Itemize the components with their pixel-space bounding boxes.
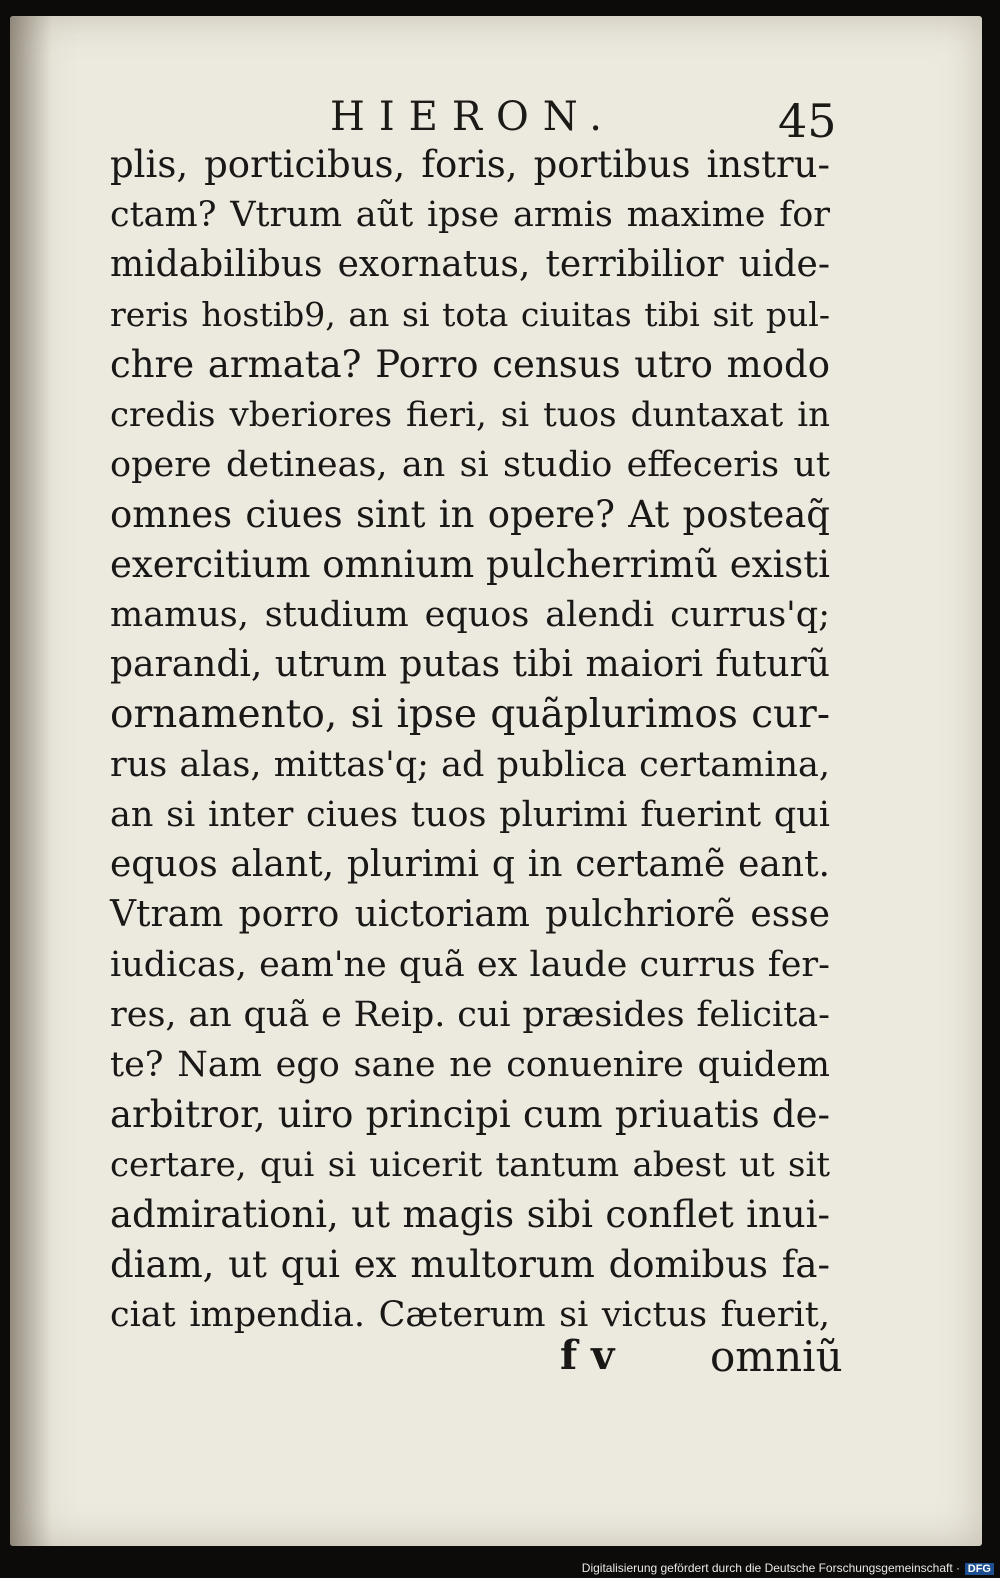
text-line: omnes ciues sint in opere? At posteaq̃ — [110, 493, 830, 536]
catchword: omniũ — [710, 1332, 843, 1381]
text-line: chre armata? Porro census utro modo — [110, 343, 830, 386]
dfg-logo: DFG — [965, 1563, 994, 1575]
text-line: rus alas, mittas'q; ad publica certamina, — [110, 745, 830, 785]
digitization-credit: Digitalisierung gefördert durch die Deutsche Forschungsgemeinschaft · — [581, 1561, 960, 1575]
signature-mark: f v — [560, 1332, 615, 1379]
text-line: plis, porticibus, foris, portibus instru- — [110, 143, 830, 186]
text-line: iudicas, eam'ne quã ex laude currus fer- — [110, 945, 830, 985]
text-line: midabilibus exornatus, terribilior uide- — [110, 244, 830, 285]
book-page — [10, 16, 982, 1546]
text-line: res, an quã e Reip. cui præsides felicita- — [110, 995, 830, 1035]
text-line: Vtram porro uictoriam pulchriorẽ esse — [110, 894, 830, 935]
text-line: parandi, utrum putas tibi maiori futurũ — [110, 644, 830, 685]
text-line: ornamento, si ipse quãplurimos cur- — [110, 692, 830, 737]
text-line: te? Nam ego sane ne conuenire quidem — [110, 1045, 830, 1085]
text-line: opere detineas, an si studio effeceris ut — [110, 445, 830, 485]
page-number: 45 — [778, 94, 837, 148]
text-line: diam, ut qui ex multorum domibus fa- — [110, 1243, 830, 1286]
running-head: HIERON. — [330, 94, 616, 140]
text-line: mamus, studium equos alendi currus'q; — [110, 595, 830, 635]
text-line: equos alant, plurimi q in certamẽ eant. — [110, 844, 830, 885]
text-line: exercitium omnium pulcherrimũ existi — [110, 543, 830, 586]
page-gutter-shadow — [10, 16, 80, 1546]
text-block — [110, 140, 830, 1340]
text-line: admirationi, ut magis sibi conflet inui- — [110, 1193, 830, 1236]
text-line: an si inter ciues tuos plurimi fuerint qui — [110, 795, 830, 835]
text-line: reris hostib9, an si tota ciuitas tibi sit pul- — [110, 295, 830, 334]
text-line: ctam? Vtrum aũt ipse armis maxime for — [110, 195, 830, 235]
text-line: ciat impendia. Cæterum si victus fuerit, — [110, 1295, 830, 1335]
text-line: credis vberiores fieri, si tuos duntaxat in — [110, 395, 830, 435]
text-line: certare, qui si uicerit tantum abest ut sit — [110, 1145, 830, 1185]
text-line: arbitror, uiro principi cum priuatis de- — [110, 1093, 830, 1136]
